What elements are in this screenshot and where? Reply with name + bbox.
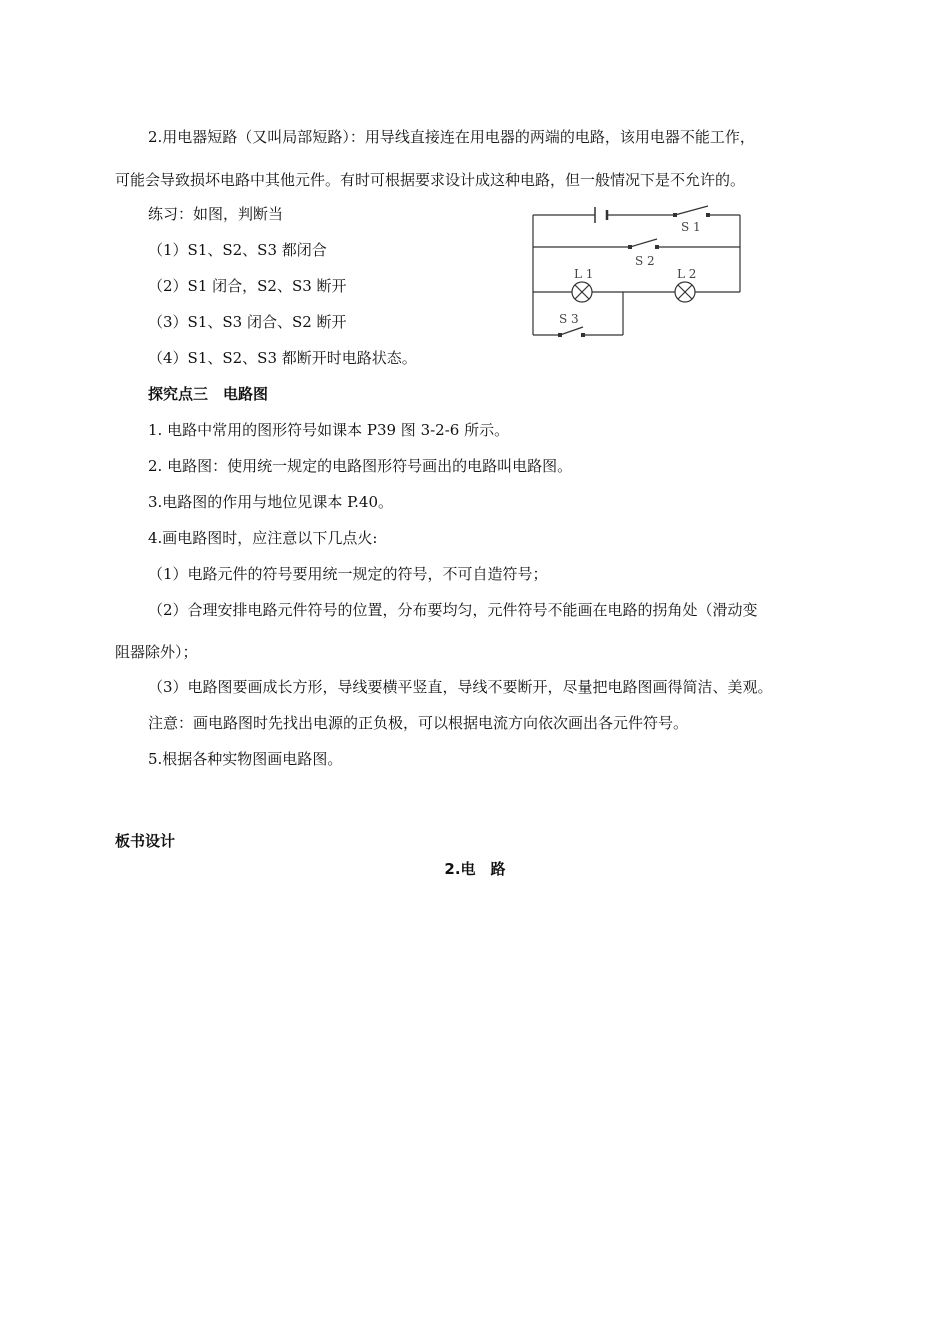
section3-item-4-2: （2）合理安排电路元件符号的位置，分布要均匀，元件符号不能画在电路的拐角处（滑动变 — [148, 601, 758, 619]
section3-item-1: 1. 电路中常用的图形符号如课本 P39 图 3-2-6 所示。 — [148, 421, 510, 439]
exercise-item-2: （2）S1 闭合，S2、S3 断开 — [148, 277, 347, 295]
board-design-title: 2.电 路 — [444, 860, 506, 878]
switch-s2-contact — [655, 245, 659, 249]
exercise-item-4: （4）S1、S2、S3 都断开时电路状态。 — [148, 349, 417, 367]
switch-s1-contact — [706, 213, 710, 217]
section3-item-4-3: （3）电路图要画成长方形，导线要横平竖直，导线不要断开，尽量把电路图画得简洁、美观。 — [148, 678, 773, 696]
section3-item-4: 4.画电路图时，应注意以下几点火: — [148, 529, 378, 547]
label-s3: S 3 — [559, 312, 579, 326]
switch-s2-pivot — [628, 245, 632, 249]
label-l1: L 1 — [574, 267, 594, 281]
switch-s1-pivot — [673, 213, 677, 217]
switch-s1-blade — [675, 206, 708, 215]
exercise-item-3: （3）S1、S3 闭合、S2 断开 — [148, 313, 347, 331]
board-design-heading: 板书设计 — [115, 832, 176, 850]
switch-s3-pivot — [558, 333, 562, 337]
section3-item-4-2-cont: 阻器除外）； — [115, 643, 198, 661]
label-l2: L 2 — [677, 267, 697, 281]
label-s1: S 1 — [681, 220, 701, 234]
circuit-diagram — [525, 195, 750, 345]
section3-note: 注意：画电路图时先找出电源的正负极，可以根据电流方向依次画出各元件符号。 — [148, 714, 689, 732]
section3-item-4-1: （1）电路元件的符号要用统一规定的符号，不可自造符号； — [148, 565, 548, 583]
exercise-intro: 练习：如图，判断当 — [148, 205, 284, 223]
section3-item-3: 3.电路图的作用与地位见课本 P.40。 — [148, 493, 393, 511]
paragraph-short-circuit-line2: 可能会导致损坏电路中其他元件。有时可根据要求设计成这种电路，但一般情况下是不允许的。 — [115, 171, 746, 189]
paragraph-short-circuit-line1: 2.用电器短路（又叫局部短路）：用导线直接连在用电器的两端的电路，该用电器不能工作， — [148, 128, 755, 146]
switch-s3-contact — [581, 333, 585, 337]
section3-item-5: 5.根据各种实物图画电路图。 — [148, 750, 343, 768]
label-s2: S 2 — [635, 254, 655, 268]
switch-s2-blade — [630, 239, 657, 247]
section3-heading: 探究点三 电路图 — [148, 385, 269, 403]
exercise-item-1: （1）S1、S2、S3 都闭合 — [148, 241, 327, 259]
switch-s3-blade — [560, 327, 583, 335]
section3-item-2: 2. 电路图：使用统一规定的电路图形符号画出的电路叫电路图。 — [148, 457, 573, 475]
